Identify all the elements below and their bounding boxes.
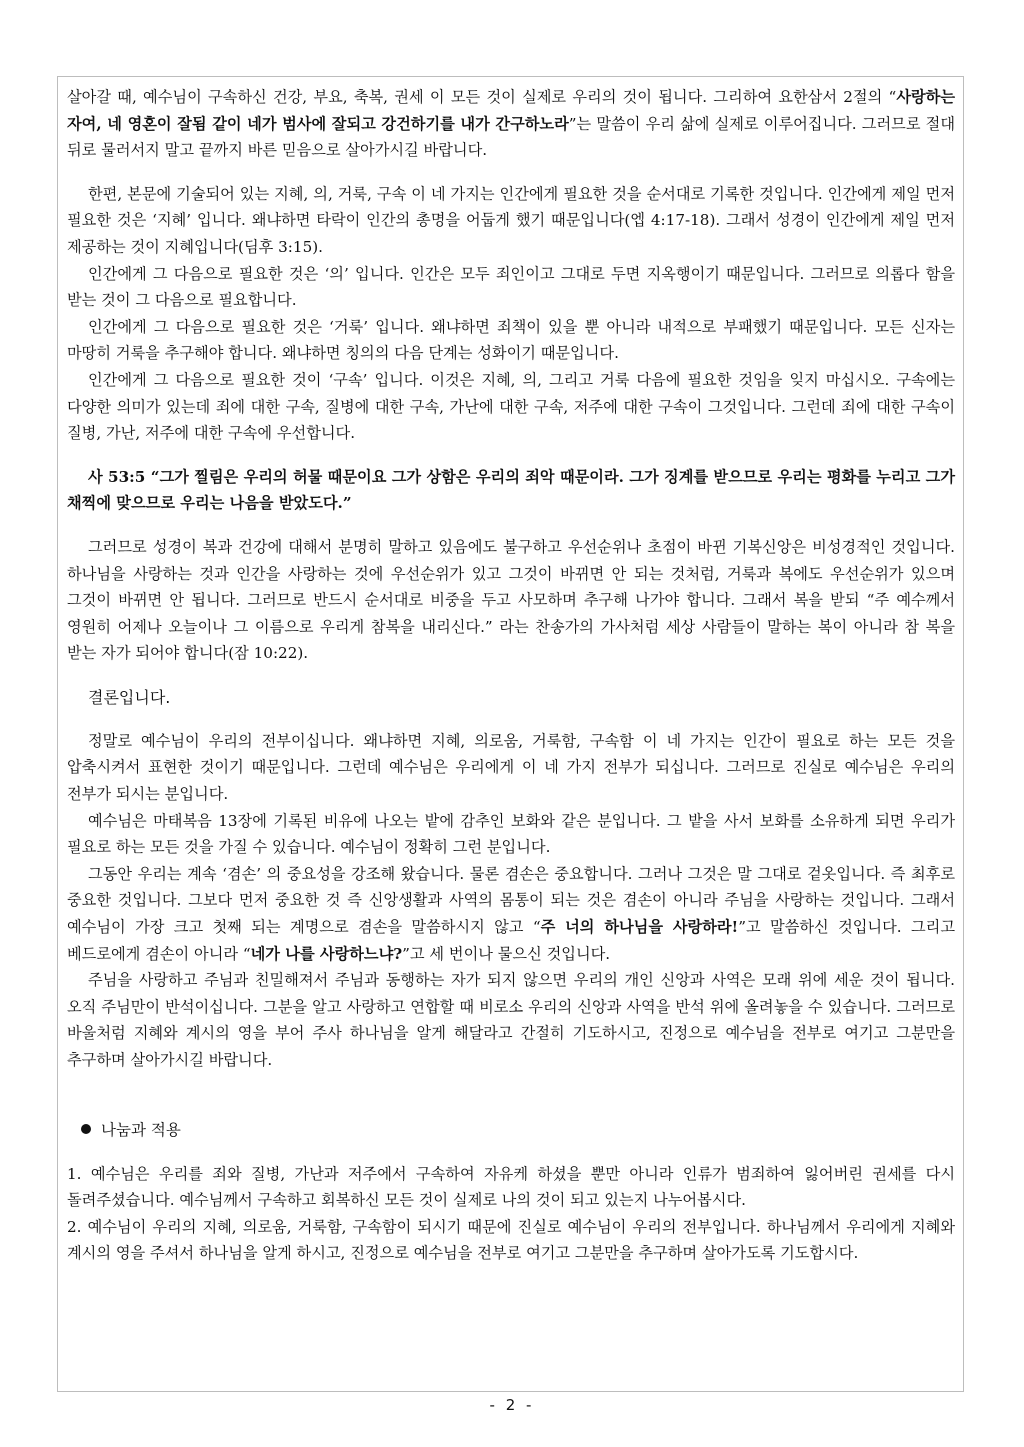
paragraph-conclusion-1: 정말로 예수님이 우리의 전부이십니다. 왜냐하면 지혜, 의로움, 거룩함, 구속함 이 네 가지는 인간이 필요로 하는 모든 것을 압축시켜서 표현한 것이기 때문입니다. 그런데 예수님은 우리에게 이 네 가지 전부가 되십니다. 그러므로 진실로 예수님은 우리의 전부가 되시는 분입니다. bbox=[67, 731, 955, 804]
sharing-question-2: 2. 예수님이 우리의 지혜, 의로움, 거룩함, 구속함이 되시기 때문에 진실로 예수님이 우리의 전부입니다. 하나님께서 우리에게 지혜와 계시의 영을 주셔서 하나님을 알게 하시고, 진정으로 예수님을 전부로 여기고 그분만을 추구하며 살아가도록 기도합시다. bbox=[67, 1217, 955, 1263]
sharing-heading: 나눔과 적용 bbox=[67, 1117, 955, 1144]
paragraph-holiness: 인간에게 그 다음으로 필요한 것은 ‘거룩’ 입니다. 왜냐하면 죄책이 있을 뿐 아니라 내적으로 부패했기 때문입니다. 모든 신자는 마땅히 거룩을 추구해야 합니다. 왜냐하면 칭의의 다음 단계는 성화이기 때문입니다. bbox=[67, 317, 955, 363]
bold-verse-3john: 사랑하는 자여, 네 영혼이 잘됨 같이 네가 범사에 잘되고 강건하기를 내가 간구하노라 bbox=[67, 88, 955, 133]
sermon-body bbox=[67, 84, 955, 1267]
paragraph-blessing-priority: 그러므로 성경이 복과 건강에 대해서 분명히 말하고 있음에도 불구하고 우선순위나 초점이 바뀐 기복신앙은 비성경적인 것입니다. 하나님을 사랑하는 것과 인간을 사랑하는 것에 우선순위가 있고 그것이 바뀌면 안 되는 것처럼, 거룩과 복에도 우선순위가 있으며 그것이 바뀌면 안 됩니다. 그러므로 반드시 순서대로 비중을 두고 사모하며 추구해 나가야 합니다. 그래서 복을 받되 “주 예수께서 영원히 어제나 오늘이나 그 이름으로 우리게 참복을 내리신다.” 라는 찬송가의 가사처럼 세상 사람들이 말하는 복이 아니라 참 복을 받는 자가 되어야 합니다(잠 10:22). bbox=[67, 537, 955, 663]
sharing-question-1: 1. 예수님은 우리를 죄와 질병, 가난과 저주에서 구속하여 자유케 하셨을 뿐만 아니라 인류가 범죄하여 잃어버린 권세를 다시 돌려주셨습니다. 예수님께서 구속하고 회복하신 모든 것이 실제로 나의 것이 되고 있는지 나누어봅시다. bbox=[67, 1164, 955, 1210]
paragraph-wisdom: 한편, 본문에 기술되어 있는 지혜, 의, 거룩, 구속 이 네 가지는 인간에게 필요한 것을 순서대로 기록한 것입니다. 인간에게 제일 먼저 필요한 것은 ‘지혜’ 입니다. 왜냐하면 타락이 인간의 총명을 어둡게 했기 때문입니다(엡 4:17-18). 그래서 성경이 인간에게 제일 먼저 제공하는 것이 지혜입니다(딤후 3:15). bbox=[67, 184, 955, 256]
paragraph-redemption: 인간에게 그 다음으로 필요한 것이 ‘구속’ 입니다. 이것은 지혜, 의, 그리고 거룩 다음에 필요한 것임을 잊지 마십시오. 구속에는 다양한 의미가 있는데 죄에 대한 구속, 질병에 대한 구속, 가난에 대한 구속, 저주에 대한 구속이 그것입니다. 그런데 죄에 대한 구속이 질병, 가난, 저주에 대한 구속에 우선합니다. bbox=[67, 370, 955, 443]
paragraph-intro: 살아갈 때, 예수님이 구속하신 건강, 부요, 축복, 권세 이 모든 것이 실제로 우리의 것이 됩니다. 그리하여 요한삼서 2절의 “사랑하는 자여, 네 영혼이 잘됨 같이 네가 범사에 잘되고 강건하기를 내가 간구하노라”는 말씀이 우리 삶에 실제로 이루어집니다. 그러므로 절대 뒤로 물러서지 말고 끝까지 바른 믿음으로 살아가시길 바랍니다. bbox=[67, 88, 956, 160]
page-number: - 2 - bbox=[489, 1396, 535, 1414]
paragraph-righteousness: 인간에게 그 다음으로 필요한 것은 ‘의’ 입니다. 인간은 모두 죄인이고 그대로 두면 지옥행이기 때문입니다. 그러므로 의롭다 함을 받는 것이 그 다음으로 필요합니다. bbox=[67, 264, 955, 310]
paragraph-conclusion-2: 예수님은 마태복음 13장에 기록된 비유에 나오는 밭에 감추인 보화와 같은 분입니다. 그 밭을 사서 보화를 소유하게 되면 우리가 필요로 하는 모든 것을 가질 수 있습니다. 예수님이 정확히 그런 분입니다. bbox=[67, 811, 955, 857]
paragraph-conclusion-3: 그동안 우리는 계속 ‘겸손’ 의 중요성을 강조해 왔습니다. 물론 겸손은 중요합니다. 그러나 그것은 말 그대로 겉옷입니다. 즉 최후로 중요한 것입니다. 그보다 먼저 중요한 것 즉 신앙생활과 사역의 몸통이 되는 것은 겸손이 아니라 주님을 사랑하는 것입니다. 그래서 예수님이 가장 크고 첫째 되는 계명으로 겸손을 말씀하시지 않고 “주 너의 하나님을 사랑하라!”고 말씀하신 것입니다. 그리고 베드로에게 겸손이 아니라 “네가 나를 사랑하느냐?”고 세 번이나 물으신 것입니다. bbox=[67, 864, 955, 963]
scripture-quote-isaiah: 사 53:5 “그가 찔림은 우리의 허물 때문이요 그가 상함은 우리의 죄악 때문이라. 그가 징계를 받으므로 우리는 평화를 누리고 그가 채찍에 맞으므로 우리는 나음을 받았도다.” bbox=[67, 467, 955, 513]
conclusion-heading: 결론입니다. bbox=[88, 687, 171, 707]
bullet-icon bbox=[81, 1124, 91, 1134]
paragraph-conclusion-4: 주님을 사랑하고 주님과 친밀해져서 주님과 동행하는 자가 되지 않으면 우리의 개인 신앙과 사역은 모래 위에 세운 것이 됩니다. 오직 주님만이 반석이십니다. 그분을 알고 사랑하고 연합할 때 비로소 우리의 신앙과 사역을 반석 위에 올려놓을 수 있습니다. 그러므로 바울처럼 지혜와 계시의 영을 부어 주사 하나님을 알게 해달라고 간절히 기도하시고, 진정으로 예수님을 전부로 여기고 그분만을 추구하며 살아가시길 바랍니다. bbox=[67, 971, 955, 1069]
